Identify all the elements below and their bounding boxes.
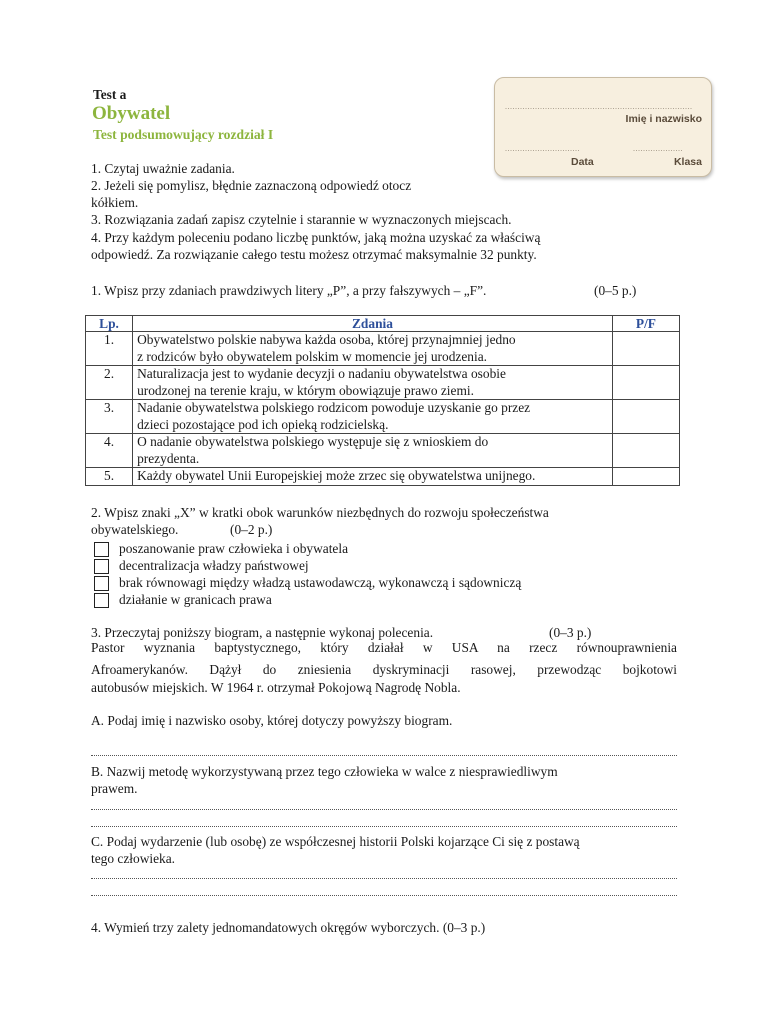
- pf-answer-cell[interactable]: [612, 332, 679, 366]
- page-subtitle: Test podsumowujący rozdział I: [93, 127, 274, 142]
- column-header-pf: P/F: [612, 316, 679, 332]
- task2-prompt-cont: obywatelskiego.: [91, 522, 179, 537]
- sentence-line: Każdy obywatel Unii Europejskiej może zrzec się obywatelstwa unijnego.: [137, 468, 536, 483]
- row-sentence: [133, 434, 613, 468]
- option-label-3: brak równowagi między władzą ustawodawczą, wykonawczą i sądowniczą: [119, 575, 522, 590]
- name-dots[interactable]: ...........................................................................: [505, 102, 693, 111]
- column-header-sentences: Zdania: [133, 316, 613, 332]
- row-number: 1.: [86, 332, 133, 366]
- table-row: [86, 434, 680, 468]
- pf-answer-cell[interactable]: [612, 366, 679, 400]
- sentence-line: z rodziców było obywatelem polskim w momencie jej urodzenia.: [137, 348, 487, 364]
- row-number: 5.: [86, 468, 133, 486]
- sentence-line: Nadanie obywatelstwa polskiego rodzicom powoduje uzyskanie go przez: [137, 400, 531, 415]
- table-row: [86, 366, 680, 400]
- class-dots[interactable]: ....................: [633, 144, 683, 153]
- column-header-lp: Lp.: [86, 316, 133, 332]
- biogram-line-1: Pastor wyznania baptystycznego, który działał w USA na rzecz równouprawnienia: [91, 640, 677, 655]
- name-label: Imię i nazwisko: [625, 113, 702, 125]
- sentence-line: Naturalizacja jest to wydanie decyzji o nadaniu obywatelstwa osobie: [137, 366, 506, 381]
- sentence-line: urodzonej na terenie kraju, w którym obowiązuje prawo ziemi.: [137, 382, 474, 398]
- question-c-cont: tego człowieka.: [91, 851, 176, 866]
- date-dots[interactable]: ..............................: [505, 144, 580, 153]
- question-b: B. Nazwij metodę wykorzystywaną przez tego człowieka w walce z niesprawiedliwym: [91, 764, 558, 779]
- question-b-cont: prawem.: [91, 781, 138, 796]
- row-sentence: [133, 366, 613, 400]
- table-row: [86, 468, 680, 486]
- row-number: 2.: [86, 366, 133, 400]
- pf-answer-cell[interactable]: [612, 434, 679, 468]
- biogram-line-3: autobusów miejskich. W 1964 r. otrzymał Pokojową Nagrodę Nobla.: [91, 680, 461, 695]
- option-label-1: poszanowanie praw człowieka i obywatela: [119, 541, 349, 556]
- instruction-1: 1. Czytaj uważnie zadania.: [91, 161, 235, 176]
- sentence-line: O nadanie obywatelstwa polskiego występuje się z wnioskiem do: [137, 434, 489, 449]
- checkbox-option-1[interactable]: [94, 542, 109, 557]
- row-sentence: [133, 468, 613, 486]
- sentence-line: Obywatelstwo polskie nabywa każda osoba, której przynajmniej jedno: [137, 332, 516, 347]
- answer-line-a[interactable]: [91, 755, 677, 756]
- instruction-4-cont: odpowiedź. Za rozwiązanie całego testu możesz otrzymać maksymalnie 32 punkty.: [91, 247, 537, 262]
- pf-answer-cell[interactable]: [612, 400, 679, 434]
- checkbox-option-3[interactable]: [94, 576, 109, 591]
- date-label: Data: [571, 156, 594, 168]
- option-label-4: działanie w granicach prawa: [119, 592, 272, 607]
- question-c: C. Podaj wydarzenie (lub osobę) ze współczesnej historii Polski kojarzące Ci się z postawą: [91, 834, 580, 849]
- class-label: Klasa: [673, 156, 702, 168]
- question-a: A. Podaj imię i nazwisko osoby, której dotyczy powyższy biogram.: [91, 713, 453, 728]
- student-id-box: [494, 77, 712, 177]
- biogram-line-2: Afroamerykanów. Dążył do zniesienia dyskryminacji rasowej, przewodząc bojkotowi: [91, 662, 677, 677]
- row-sentence: [133, 400, 613, 434]
- instruction-2: 2. Jeżeli się pomylisz, błędnie zaznaczoną odpowiedź otocz: [91, 178, 412, 193]
- checkbox-option-4[interactable]: [94, 593, 109, 608]
- table-row: [86, 400, 680, 434]
- task1-prompt: 1. Wpisz przy zdaniach prawdziwych litery „P”, a przy fałszywych – „F”.: [91, 283, 487, 298]
- answer-line-c-2[interactable]: [91, 895, 677, 896]
- answer-line-b-2[interactable]: [91, 826, 677, 827]
- task4-prompt: 4. Wymień trzy zalety jednomandatowych okręgów wyborczych. (0–3 p.): [91, 920, 486, 935]
- sentence-line: dzieci pozostające pod ich opieką rodzicielską.: [137, 416, 389, 432]
- pf-answer-cell[interactable]: [612, 468, 679, 486]
- true-false-table: [85, 315, 680, 486]
- task3-prompt: 3. Przeczytaj poniższy biogram, a następnie wykonaj polecenia.: [91, 625, 434, 640]
- task3-points: (0–3 p.): [549, 625, 592, 640]
- checkbox-option-2[interactable]: [94, 559, 109, 574]
- row-sentence: [133, 332, 613, 366]
- sentence-line: prezydenta.: [137, 450, 200, 466]
- page-title: Obywatel: [92, 103, 171, 124]
- instruction-4: 4. Przy każdym poleceniu podano liczbę punktów, jaką można uzyskać za właściwą: [91, 230, 541, 245]
- task2-points: (0–2 p.): [230, 522, 273, 537]
- option-label-2: decentralizacja władzy państwowej: [119, 558, 309, 573]
- instruction-3: 3. Rozwiązania zadań zapisz czytelnie i starannie w wyznaczonych miejscach.: [91, 212, 512, 227]
- row-number: 3.: [86, 400, 133, 434]
- answer-line-c-1[interactable]: [91, 878, 677, 879]
- instruction-2-cont: kółkiem.: [91, 195, 139, 210]
- task2-prompt: 2. Wpisz znaki „X” w kratki obok warunków niezbędnych do rozwoju społeczeństwa: [91, 505, 549, 520]
- table-row: [86, 332, 680, 366]
- answer-line-b-1[interactable]: [91, 809, 677, 810]
- task1-points: (0–5 p.): [594, 283, 637, 298]
- row-number: 4.: [86, 434, 133, 468]
- test-label: Test a: [93, 87, 127, 102]
